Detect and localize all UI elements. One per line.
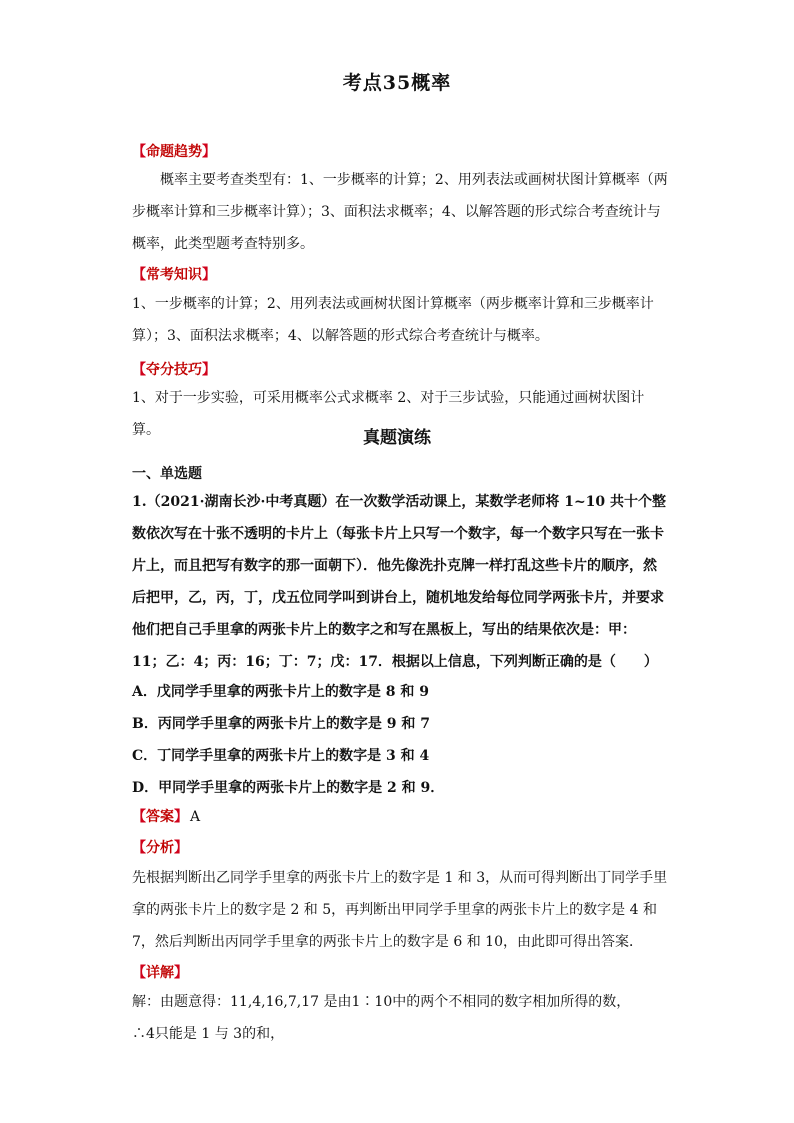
option-b: B．丙同学手里拿的两张卡片上的数字是 9 和 7 — [132, 716, 430, 732]
tips-heading: 【夺分技巧】 — [132, 362, 216, 378]
trend-heading: 【命题趋势】 — [132, 144, 216, 160]
tips-heading-label: 夺分技巧 — [146, 362, 202, 378]
detail-line-1: 解：由题意得：11,4,16,7,17 是由1∶10中的两个不相同的数字相加所得的数， — [132, 994, 631, 1010]
knowledge-paragraph: 1、一步概率的计算；2、用列表法或画树状图计算概率（两步概率计算和三步概率计算）；3、面积法求概率；4、以解答题的形式综合考查统计与概率。 — [132, 296, 654, 344]
question-type-label: 一、单选题 — [132, 466, 202, 482]
detail-heading: 【详解】 — [132, 965, 188, 981]
analysis-heading-label: 分析 — [146, 840, 174, 856]
page-title: 考点35概率 — [342, 72, 452, 94]
analysis-heading: 【分析】 — [132, 840, 188, 856]
detail-heading-label: 详解 — [146, 965, 174, 981]
knowledge-heading: 【常考知识】 — [132, 267, 216, 283]
knowledge-heading-label: 常考知识 — [146, 267, 202, 283]
detail-line-2: ∴4只能是 1 与 3的和， — [132, 1026, 285, 1042]
answer-heading-label: 答案 — [146, 809, 174, 825]
option-d: D．甲同学手里拿的两张卡片上的数字是 2 和 9． — [132, 780, 445, 796]
question-stem: 1.（2021·湖南长沙·中考真题）在一次数学活动课上，某数学老师将 1~10 共十个整数依次写在十张不透明的卡片上（每张卡片上只写一个数字，每一个数字只写在一张卡片上，而且把写有数字的那一面朝下）．他先像洗扑克牌一样打乱这些卡片的顺序，然后把甲，乙，丙，丁，戊五位同学叫到讲台上，随机地发给每位同学两张卡片，并要求他们把自己手里拿的两张卡片上的数字之和写在黑板上，写出的结果依次是：甲：11；乙：4；丙：16；丁：7；戊：17．根据以上信息，下列判断正确的是（ ） — [132, 494, 667, 670]
analysis-paragraph: 先根据判断出乙同学手里拿的两张卡片上的数字是 1 和 3，从而可得判断出丁同学手里拿的两张卡片上的数字是 2 和 5，再判断出甲同学手里拿的两张卡片上的数字是 4 和 7，然后判断出丙同学手里拿的两张卡片上的数字是 6 和 10，由此即可得出答案． — [132, 870, 668, 950]
answer-heading: 【答案】 A — [132, 809, 201, 825]
trend-paragraph: 概率主要考查类型有：1、一步概率的计算；2、用列表法或画树状图计算概率（两步概率计算和三步概率计算）；3、面积法求概率；4、以解答题的形式综合考查统计与概率，此类型题考查特别多。 — [132, 172, 668, 252]
answer-value: A — [190, 809, 201, 825]
option-c: C．丁同学手里拿的两张卡片上的数字是 3 和 4 — [132, 748, 430, 764]
option-a: A．戊同学手里拿的两张卡片上的数字是 8 和 9 — [132, 684, 429, 700]
tips-paragraph: 1、对于一步实验，可采用概率公式求概率 2、对于三步试验，只能通过画树状图计算。 — [132, 390, 645, 438]
practice-title: 真题演练 — [363, 428, 431, 448]
trend-heading-label: 命题趋势 — [146, 144, 202, 160]
